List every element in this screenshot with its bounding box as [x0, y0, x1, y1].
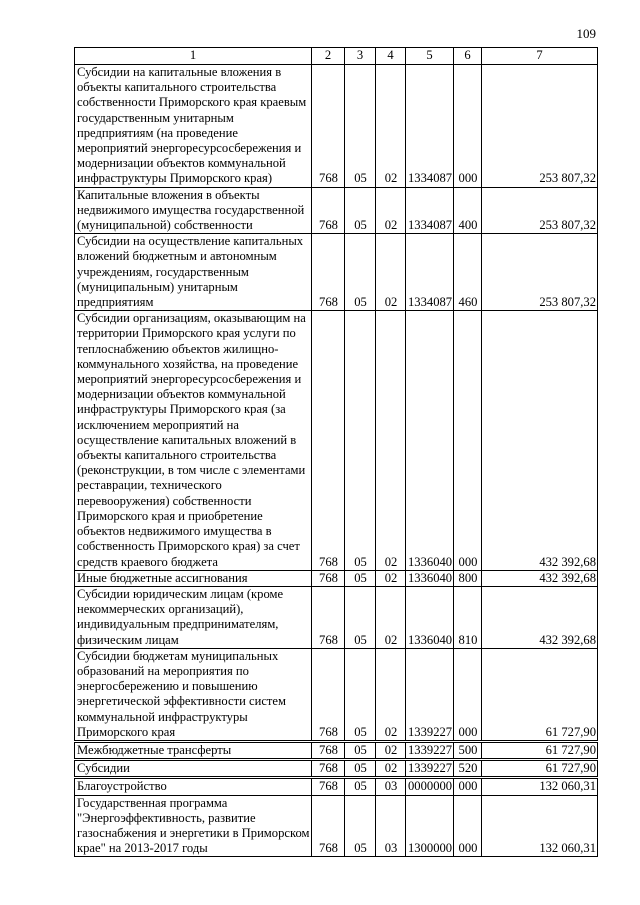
row-name: Субсидии на капитальные вложения в объекты капитального строительства собственности Приморского края краевым государственным унитарным предприятиям (на проведение мероприятий энергоресурсосбережения и модернизации объектов коммунальной инфраструктуры Приморского края) — [75, 65, 312, 188]
table-row — [75, 741, 598, 759]
table-row — [75, 311, 598, 570]
row-section-code: 05 — [345, 778, 376, 795]
row-ministry-code: 768 — [312, 648, 345, 741]
row-name: Благоустройство — [75, 778, 312, 795]
row-name: Государственная программа "Энергоэффективность, развитие газоснабжения и энергетики в Приморском крае" на 2013-2017 годы — [75, 795, 312, 857]
row-name: Субсидии организациям, оказывающим на территории Приморского края услуги по теплоснабжению объектов жилищно-коммунального хозяйства, на проведение мероприятий энергоресурсосбережения и модернизации объектов коммунальной инфраструктуры Приморского края (за исключением мероприятий на осуществление капитальных вложений в объекты капитального строительства (реконструкции, в том числе с элементами реставрации, технического перевооружения) собственности Приморского края и приобретение объектов недвижимого имущества в собственность Приморского края) за счет средств краевого бюджета — [75, 311, 312, 570]
row-target-code: 1334087 — [406, 234, 454, 311]
row-name: Субсидии на осуществление капитальных вложений бюджетным и автономным учреждениям, государственным (муниципальным) унитарным предприятиям — [75, 234, 312, 311]
table-row — [75, 187, 598, 234]
row-expense-type: 520 — [454, 760, 482, 778]
row-ministry-code: 768 — [312, 741, 345, 759]
row-expense-type: 800 — [454, 570, 482, 586]
row-section-code: 05 — [345, 795, 376, 857]
row-ministry-code: 768 — [312, 234, 345, 311]
row-subsection-code: 02 — [376, 65, 406, 188]
row-section-code: 05 — [345, 760, 376, 778]
column-header: 1 — [75, 48, 312, 65]
row-expense-type: 000 — [454, 648, 482, 741]
row-amount: 132 060,31 — [482, 778, 598, 795]
row-name: Капитальные вложения в объекты недвижимого имущества государственной (муниципальной) собственности — [75, 187, 312, 234]
column-header: 6 — [454, 48, 482, 65]
row-section-code: 05 — [345, 570, 376, 586]
row-subsection-code: 02 — [376, 570, 406, 586]
row-name: Межбюджетные трансферты — [75, 741, 312, 759]
row-name: Субсидии юридическим лицам (кроме некоммерческих организаций), индивидуальным предпринимателям, физическим лицам — [75, 586, 312, 648]
row-ministry-code: 768 — [312, 586, 345, 648]
row-section-code: 05 — [345, 586, 376, 648]
row-target-code: 1336040 — [406, 311, 454, 570]
row-expense-type: 810 — [454, 586, 482, 648]
row-name: Субсидии бюджетам муниципальных образований на мероприятия по энергосбережению и повышению энергетической эффективности систем коммунальной инфраструктуры Приморского края — [75, 648, 312, 741]
row-subsection-code: 02 — [376, 760, 406, 778]
budget-table — [74, 47, 598, 857]
row-subsection-code: 02 — [376, 586, 406, 648]
row-amount: 253 807,32 — [482, 187, 598, 234]
row-name: Иные бюджетные ассигнования — [75, 570, 312, 586]
row-expense-type: 000 — [454, 65, 482, 188]
table-row — [75, 778, 598, 795]
row-target-code: 1339227 — [406, 741, 454, 759]
table-row — [75, 234, 598, 311]
row-amount: 432 392,68 — [482, 586, 598, 648]
row-amount: 432 392,68 — [482, 570, 598, 586]
row-ministry-code: 768 — [312, 187, 345, 234]
row-section-code: 05 — [345, 187, 376, 234]
row-section-code: 05 — [345, 234, 376, 311]
row-target-code: 1336040 — [406, 570, 454, 586]
row-amount: 253 807,32 — [482, 234, 598, 311]
table-row — [75, 570, 598, 586]
row-section-code: 05 — [345, 65, 376, 188]
row-ministry-code: 768 — [312, 778, 345, 795]
row-expense-type: 000 — [454, 795, 482, 857]
row-target-code: 1300000 — [406, 795, 454, 857]
table-row — [75, 760, 598, 778]
column-header: 7 — [482, 48, 598, 65]
header-row — [75, 48, 598, 65]
row-expense-type: 400 — [454, 187, 482, 234]
row-amount: 432 392,68 — [482, 311, 598, 570]
row-target-code: 1339227 — [406, 760, 454, 778]
row-ministry-code: 768 — [312, 311, 345, 570]
row-subsection-code: 02 — [376, 234, 406, 311]
column-header: 3 — [345, 48, 376, 65]
row-target-code: 0000000 — [406, 778, 454, 795]
table-row — [75, 648, 598, 741]
column-header: 5 — [406, 48, 454, 65]
row-subsection-code: 03 — [376, 795, 406, 857]
row-amount: 253 807,32 — [482, 65, 598, 188]
row-amount: 132 060,31 — [482, 795, 598, 857]
row-ministry-code: 768 — [312, 795, 345, 857]
row-target-code: 1334087 — [406, 187, 454, 234]
row-target-code: 1334087 — [406, 65, 454, 188]
row-ministry-code: 768 — [312, 570, 345, 586]
row-name: Субсидии — [75, 760, 312, 778]
row-amount: 61 727,90 — [482, 760, 598, 778]
row-subsection-code: 02 — [376, 648, 406, 741]
row-target-code: 1339227 — [406, 648, 454, 741]
row-subsection-code: 02 — [376, 187, 406, 234]
row-subsection-code: 02 — [376, 741, 406, 759]
table-row — [75, 65, 598, 188]
table-row — [75, 795, 598, 857]
row-section-code: 05 — [345, 741, 376, 759]
row-target-code: 1336040 — [406, 586, 454, 648]
column-header: 2 — [312, 48, 345, 65]
row-subsection-code: 03 — [376, 778, 406, 795]
row-expense-type: 000 — [454, 311, 482, 570]
row-ministry-code: 768 — [312, 65, 345, 188]
row-subsection-code: 02 — [376, 311, 406, 570]
row-ministry-code: 768 — [312, 760, 345, 778]
row-section-code: 05 — [345, 311, 376, 570]
row-section-code: 05 — [345, 648, 376, 741]
row-expense-type: 000 — [454, 778, 482, 795]
row-expense-type: 460 — [454, 234, 482, 311]
page-number: 109 — [576, 26, 596, 41]
table-row — [75, 586, 598, 648]
row-amount: 61 727,90 — [482, 648, 598, 741]
row-expense-type: 500 — [454, 741, 482, 759]
row-amount: 61 727,90 — [482, 741, 598, 759]
column-header: 4 — [376, 48, 406, 65]
